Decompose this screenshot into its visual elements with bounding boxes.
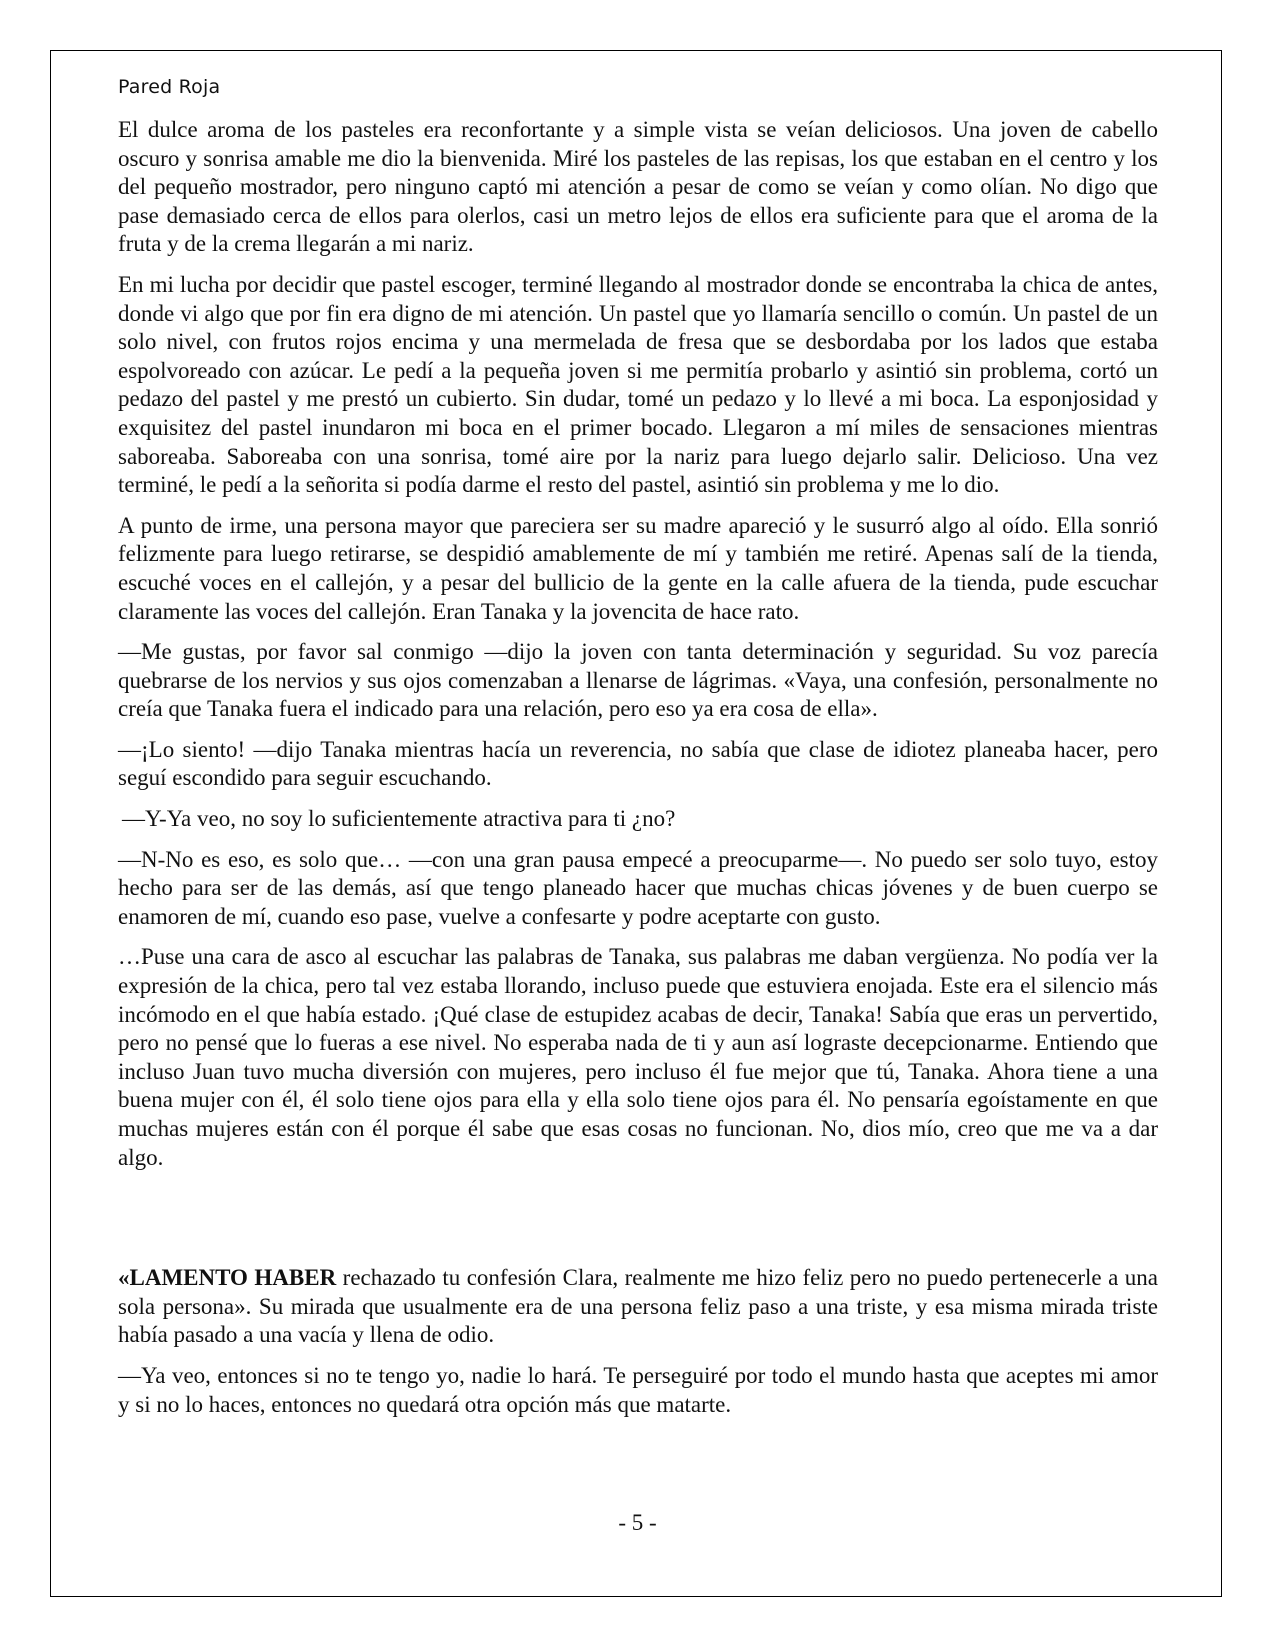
paragraph-2: En mi lucha por decidir que pastel escoger, terminé llegando al mostrador donde se encontraba la chica de antes, donde vi algo que por fin era digno de mi atención. Un pastel que yo llamaría sencillo o común. Un pastel de un solo nivel, con frutos rojos encima y una mermelada de fresa que se desbordaba por los lados que estaba espolvoreado con azúcar. Le pedí a la pequeña joven si me permitía probarlo y asintió sin problema, cortó un pedazo del pastel y me prestó un cubierto. Sin dudar, tomé un pedazo y lo llevé a mi boca. La esponjosidad y exquisitez del pastel inundaron mi boca en el primer bocado. Llegaron a mí miles de sensaciones mientras saboreaba. Saboreaba con una sonrisa, tomé aire por la nariz para luego dejarlo salir. Delicioso. Una vez terminé, le pedí a la señorita si podía darme el resto del pastel, asintió sin problema y me lo dio. (118, 271, 1158, 498)
paragraph-10: —Ya veo, entonces si no te tengo yo, nadie lo hará. Te perseguiré por todo el mundo hasta que aceptes mi amor y si no lo haces, entonces no quedará otra opción más que matarte. (118, 1362, 1158, 1417)
bold-lead: «LAMENTO HABER (118, 1265, 337, 1291)
paragraph-9 (118, 1264, 1158, 1350)
body-text (118, 116, 1158, 1431)
paragraph-7: —N-No es eso, es solo que… —con una gran pausa empecé a preocuparme—. No puedo ser solo tuyo, estoy hecho para ser de las demás, así que tengo planeado hacer que muchas chicas jóvenes y de buen cuerpo se enamoren de mí, cuando eso pase, vuelve a confesarte y podre aceptarte con gusto. (118, 846, 1158, 929)
page-number: - 5 - (618, 1510, 657, 1535)
paragraph-1: El dulce aroma de los pasteles era reconfortante y a simple vista se veían deliciosos. Una joven de cabello oscuro y sonrisa amable me dio la bienvenida. Miré los pasteles de las repisas, los que estaban en el centro y los del pequeño mostrador, pero ninguno captó mi atención a pesar de como se veían y como olían. No digo que pase demasiado cerca de ellos para olerlos, casi un metro lejos de ellos era suficiente para que el aroma de la fruta y de la crema llegarán a mi nariz. (118, 117, 1158, 257)
paragraph-8: …Puse una cara de asco al escuchar las palabras de Tanaka, sus palabras me daban vergüenza. No podía ver la expresión de la chica, pero tal vez estaba llorando, incluso puede que estuviera enojada. Este era el silencio más incómodo en el que había estado. ¡Qué clase de estupidez acabas de decir, Tanaka! Sabía que eras un pervertido, pero no pensé que lo fueras a ese nivel. No esperaba nada de ti y aun así lograste decepcionarme. Entiendo que incluso Juan tuvo mucha diversión con mujeres, pero incluso él fue mejor que tú, Tanaka. Ahora tiene a una buena mujer con él, él solo tiene ojos para ella y ella solo tiene ojos para él. No pensaría egoístamente en que muchas mujeres están con él porque él sabe que esas cosas no funcionan. No, dios mío, creo que me va a dar algo. (118, 944, 1158, 1170)
paragraph-9-rest: rechazado tu confesión Clara, realmente me hizo feliz pero no puedo pertenecerle a una sola persona». Su mirada que usualmente era de una persona feliz paso a una triste, y esa misma mirada triste había pasado a una vacía y llena de odio. (118, 1265, 1158, 1348)
paragraph-3: A punto de irme, una persona mayor que pareciera ser su madre apareció y le susurró algo al oído. Ella sonrió felizmente para luego retirarse, se despidió amablemente de mí y también me retiré. Apenas salí de la tienda, escuché voces en el callejón, y a pesar del bullicio de la gente en la calle afuera de la tienda, pude escuchar claramente las voces del callejón. Eran Tanaka y la jovencita de hace rato. (118, 512, 1158, 624)
section-break (118, 1184, 1158, 1264)
paragraph-6: —Y-Ya veo, no soy lo suficientemente atractiva para ti ¿no? (122, 806, 676, 832)
running-header: Pared Roja (118, 76, 221, 98)
paragraph-4: —Me gustas, por favor sal conmigo —dijo la joven con tanta determinación y seguridad. Su voz parecía quebrarse de los nervios y sus ojos comenzaban a llenarse de lágrimas. «Vaya, una confesión, personalmente no creía que Tanaka fuera el indicado para una relación, pero eso ya era cosa de ella». (118, 639, 1158, 722)
paragraph-5: —¡Lo siento! —dijo Tanaka mientras hacía un reverencia, no sabía que clase de idiotez planeaba hacer, pero seguí escondido para seguir escuchando. (118, 736, 1158, 791)
